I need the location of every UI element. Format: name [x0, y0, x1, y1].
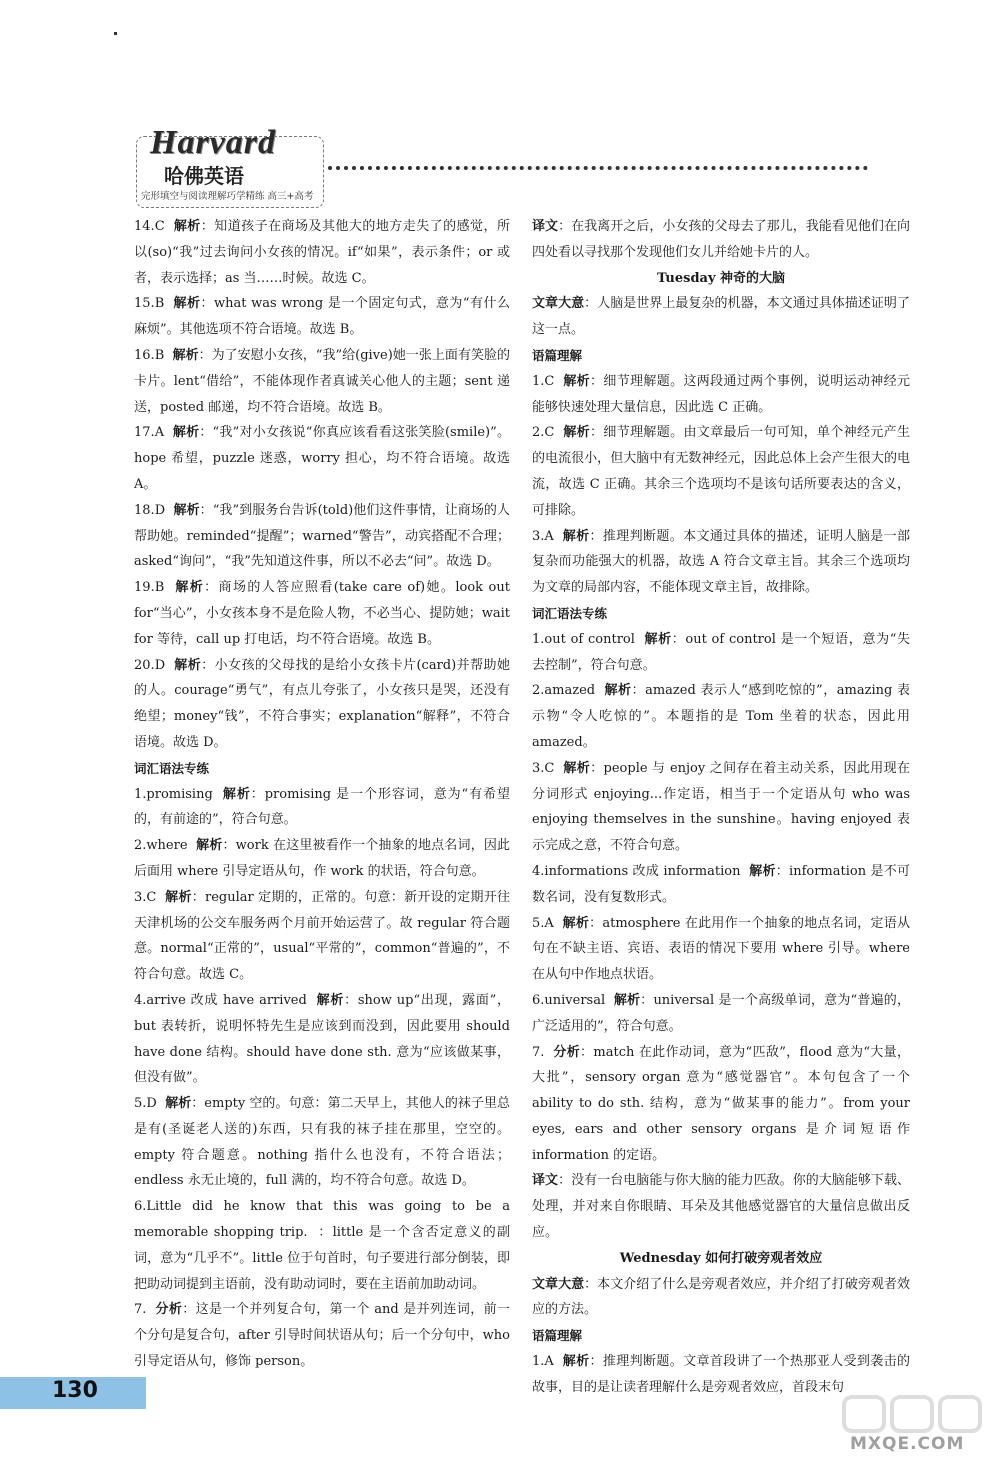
- item-answer: A: [154, 425, 165, 441]
- item-number: 3.: [134, 889, 147, 905]
- left-column: [134, 214, 510, 1375]
- item-answer: C: [544, 425, 555, 441]
- answer-item: [134, 214, 510, 291]
- item-text: ：little 是一个含否定意义的副词，意为“几乎不”。little 位于句首时，句子要进行部分倒装，即把助动词提到主语前，没有助动词时，要在主语前加助动词。: [134, 1225, 510, 1292]
- item-text: ：“我”对小女孩说“你真应该看看这张笑脸(smile)”。hope 希望，puzzle 迷惑，worry 担心，均不符合语境。故选 A。: [134, 425, 510, 492]
- answer-item: [532, 756, 910, 859]
- paragraph: [532, 1272, 910, 1324]
- watermark-text: MXQE.COM: [850, 1434, 965, 1454]
- item-answer: A: [544, 915, 554, 931]
- item-text: ：推理判断题。文章首段讲了一个热那亚人受到袭击的故事，目的是让读者理解什么是旁观者效应，首段末句: [532, 1354, 910, 1395]
- item-label: 分析: [553, 1044, 581, 1060]
- item-text: ：people 与 enjoy 之间存在着主动关系，因此用现在分词形式 enjoying...作定语，相当于一个定语从句 who was enjoying themselves in the sunshine。having enjoyed 表示完成之意，不符合句意。: [532, 760, 910, 854]
- item-number: 7.: [134, 1302, 147, 1318]
- answer-item: [134, 1194, 510, 1297]
- item-label: 解析: [562, 528, 590, 544]
- item-label: 解析: [165, 1096, 192, 1112]
- item-answer: amazed: [544, 683, 596, 699]
- answer-item: [532, 859, 910, 911]
- item-label: 解析: [604, 683, 632, 699]
- item-label: 解析: [173, 219, 201, 234]
- item-number: 5.: [134, 1096, 147, 1112]
- answer-item: [134, 420, 510, 497]
- paragraph: [532, 291, 910, 343]
- item-number: 14.: [134, 219, 155, 234]
- item-text: ：细节理解题。由文章最后一句可知，单个神经元产生的电流很小，但大脑中有无数神经元，因此总体上会产生很大的电流，故选 C 正确。其余三个选项均不是该句话所要表达的含义，可排除。: [532, 425, 910, 518]
- item-label: 解析: [563, 425, 591, 441]
- item-answer: D: [146, 1096, 157, 1112]
- right-column: [532, 214, 910, 1401]
- item-text: ：universal 是一个高级单词，意为“普遍的，广泛适用的”，符合句意。: [532, 992, 910, 1034]
- item-text: ：这是一个并列复合句，第一个 and 是并列连词，前一个分句是复合句，after 引导时间状语从句；后一个分句中，who 引导定语从句，修饰 person。: [134, 1302, 510, 1370]
- item-label: 解析: [165, 889, 192, 905]
- item-number: 1.: [134, 786, 147, 802]
- item-number: 6.: [532, 992, 545, 1008]
- item-number: 4.: [134, 992, 147, 1008]
- item-text: ：empty 空的。句意：第二天早上，其他人的袜子里总是有(圣诞老人送的)东西，只有我的袜子挂在那里，空空的。empty 符合题意。nothing 指什么也没有，不符合语法；endless 永无止境的，full 满的，均不符合句意。故选 D。: [134, 1096, 511, 1189]
- answer-item: [134, 498, 510, 575]
- day-heading: Wednesday 如何打破旁观者效应: [619, 1250, 823, 1266]
- item-number: 3.: [532, 528, 545, 544]
- item-answer: B: [154, 580, 165, 596]
- section-heading: 语篇理解: [532, 1328, 583, 1344]
- paragraph-text: ：没有一台电脑能与你大脑的能力匹敌。你的大脑能够下载、处理，并对来自你眼睛、耳朵及其他感觉器官的大量信息做出反应。: [532, 1173, 910, 1241]
- item-number: 5.: [532, 915, 545, 931]
- answer-item: [134, 782, 510, 834]
- answer-item: [532, 627, 910, 679]
- item-text: ：商场的人答应照看(take care of)她。look out for“当心”，小女孩本身不是危险人物，不必当心、提防她；wait for 等待，call up 打电话，均不符合语境。故选 B。: [134, 580, 510, 647]
- section-heading: 词汇语法专练: [134, 760, 210, 776]
- item-answer: C: [544, 760, 555, 776]
- item-text: ：atmosphere 在此用作一个抽象的地点名词，定语从句在不缺主语、宾语、表语的情况下要用 where 引导。where 在从句中作地点状语。: [532, 915, 911, 983]
- item-answer: universal: [544, 992, 606, 1008]
- item-number: 18.: [134, 502, 155, 518]
- item-text: ：推理判断题。本文通过具体的描述，证明人脑是一部复杂而功能强大的机器，故选 A 符合文章主旨。其余三个选项均为文章的局部内容，不能体现文章主旨，故排除。: [532, 528, 910, 596]
- answer-item: [532, 1040, 910, 1169]
- answer-item: [134, 1091, 510, 1194]
- item-number: 4.: [532, 863, 545, 879]
- item-text: ：out of control 是一个短语，意为“失去控制”，符合句意。: [532, 631, 910, 673]
- item-text: ：细节理解题。这两段通过两个事例，说明运动神经元能够快速处理大量信息，因此选 C 正确。: [532, 373, 910, 415]
- item-label: 解析: [196, 838, 223, 854]
- item-text: ：show up“出现，露面”，but 表转折，说明怀特先生是应该到而没到，因此要用 should have done 结构。should have done sth. 意为“应该做某事，但没有做”。: [134, 992, 510, 1086]
- item-answer: informations 改成 information: [544, 863, 741, 879]
- item-answer: out of control: [544, 631, 635, 647]
- paragraph-label: 文章大意: [532, 296, 585, 312]
- scan-mark: [114, 32, 117, 35]
- item-number: 2.: [532, 683, 545, 699]
- answer-item: [134, 988, 510, 1091]
- item-label: 解析: [172, 425, 200, 441]
- item-label: 解析: [173, 296, 201, 312]
- answer-item: [134, 1297, 510, 1374]
- item-answer: where: [146, 838, 188, 854]
- answer-item: [532, 1349, 910, 1401]
- item-answer: B: [154, 296, 165, 312]
- item-number: 16.: [134, 347, 155, 363]
- item-number: 1.: [532, 1354, 545, 1370]
- item-number: 20.: [134, 657, 155, 673]
- page-number: 130: [52, 1378, 98, 1403]
- logo-subtitle: 完形填空与阅读理解巧学精练 高三+高考: [141, 191, 314, 202]
- section-heading: 语篇理解: [532, 347, 583, 363]
- item-answer: C: [544, 373, 555, 389]
- item-number: 1.: [532, 631, 545, 647]
- item-label: 解析: [749, 863, 776, 879]
- item-number: 2.: [532, 425, 545, 441]
- item-label: 解析: [172, 347, 199, 363]
- answer-item: [532, 988, 910, 1040]
- item-text: ：work 在这里被看作一个抽象的地点名词，因此后面用 where 引导定语从句，作 work 的状语，符合句意。: [134, 838, 510, 879]
- item-number: 7.: [532, 1044, 545, 1060]
- logo-chinese-title: 哈佛英语: [164, 164, 244, 188]
- answer-item: [134, 343, 510, 420]
- item-text: ：“我”到服务台告诉(told)他们这件事情，让商场的人帮助她。reminded“提醒”；warned“警告”，动宾搭配不合理；asked“询问”，“我”先知道这件事，所以不必去“问”。故选 D。: [134, 502, 510, 570]
- item-text: ：promising 是一个形容词，意为“有希望的，有前途的”，符合句意。: [134, 786, 510, 828]
- item-text: ：小女孩的父母找的是给小女孩卡片(card)并帮助她的人。courage“勇气”，有点儿夸张了，小女孩只是哭，还没有绝望；money“钱”，不符合事实；explanation“解释”，不符合语境。故选 D。: [134, 657, 510, 750]
- item-label: 解析: [562, 1354, 590, 1370]
- item-label: 解析: [175, 580, 205, 596]
- paragraph-label: 译文: [532, 219, 559, 234]
- paragraph: [532, 1168, 910, 1245]
- item-label: 解析: [222, 786, 251, 802]
- item-number: 3.: [532, 760, 545, 776]
- answer-item: [532, 369, 910, 421]
- item-text: ：amazed 表示人“感到吃惊的”，amazing 表示物“令人吃惊的”。本题指的是 Tom 坐着的状态，因此用 amazed。: [532, 683, 910, 750]
- answer-item: [532, 524, 910, 601]
- logo-title: Harvard: [150, 124, 276, 161]
- item-label: 解析: [562, 915, 590, 931]
- item-number: 19.: [134, 580, 155, 596]
- section-heading: 词汇语法专练: [532, 605, 608, 621]
- item-answer: B: [154, 347, 165, 363]
- item-label: 解析: [316, 992, 345, 1008]
- item-number: 15.: [134, 296, 155, 312]
- item-label: 解析: [644, 631, 672, 647]
- item-answer: Little did he know that this was going to be a memorable shopping trip.: [134, 1199, 510, 1241]
- answer-item: [134, 885, 510, 988]
- item-label: 解析: [174, 657, 202, 673]
- item-answer: arrive 改成 have arrived: [146, 992, 307, 1008]
- day-heading: Tuesday 神奇的大脑: [656, 270, 786, 286]
- item-label: 解析: [173, 502, 200, 518]
- item-label: 分析: [155, 1302, 183, 1318]
- paragraph-text: ：人脑是世界上最复杂的机器，本文通过具体描述证明了这一点。: [532, 296, 910, 338]
- item-answer: C: [146, 889, 157, 905]
- answer-item: [134, 575, 510, 652]
- header-dotted-rule: [328, 166, 868, 170]
- item-number: 17.: [134, 425, 155, 441]
- paragraph-label: 文章大意: [532, 1276, 585, 1292]
- answer-item: [532, 911, 910, 988]
- item-answer: D: [154, 657, 166, 673]
- item-answer: A: [544, 528, 554, 544]
- item-text: ：知道孩子在商场及其他大的地方走失了的感觉，所以(so)“我”过去询问小女孩的情况。if“如果”，表示条件；or 或者，表示选择；as 当……时候。故选 C。: [134, 219, 510, 286]
- item-text: ：match 在此作动词，意为“匹敌”，flood 意为“大量，大批”，sensory organ 意为“感觉器官”。本句包含了一个 ability to do sth. 结构，意为“做某事的能力”。from your eyes, ears and other sensory organs 是介词短语作 information 的定语。: [532, 1044, 910, 1163]
- item-text: ：information 是不可数名词，没有复数形式。: [532, 863, 910, 905]
- item-answer: D: [154, 502, 166, 518]
- item-number: 2.: [134, 838, 147, 854]
- answer-item: [134, 833, 510, 885]
- paragraph-text: ：本文介绍了什么是旁观者效应，并介绍了打破旁观者效应的方法。: [532, 1276, 910, 1318]
- item-answer: C: [154, 219, 165, 234]
- paragraph-text: ：在我离开之后，小女孩的父母去了那儿，我能看见他们在向四处看以寻找那个发现他们女儿并给她卡片的人。: [532, 219, 910, 260]
- answer-item: [532, 678, 910, 755]
- paragraph-label: 译文: [532, 1173, 559, 1189]
- item-answer: A: [544, 1354, 554, 1370]
- item-text: ：为了安慰小女孩，“我”给(give)她一张上面有笑脸的卡片。lent“借给”，不能体现作者真诚关心他人的主题；sent 递送，posted 邮递，均不符合语境。故选 B。: [134, 347, 510, 415]
- item-number: 1.: [532, 373, 545, 389]
- item-text: ：what was wrong 是一个固定句式，意为“有什么麻烦”。其他选项不符合语境。故选 B。: [134, 296, 511, 338]
- item-answer: promising: [146, 786, 213, 802]
- item-label: 解析: [563, 760, 591, 776]
- paragraph: [532, 214, 910, 266]
- item-number: 6.: [134, 1199, 147, 1215]
- answer-item: [532, 420, 910, 523]
- item-label: 解析: [563, 373, 591, 389]
- answer-item: [134, 291, 510, 343]
- answer-item: [134, 653, 510, 756]
- item-text: ：regular 定期的，正常的。句意：新开设的定期开往天津机场的公交车服务两个月前开始运营了。故 regular 符合题意。normal“正常的”，usual“平常的”，common“普遍的”，不符合句意。故选 C。: [134, 889, 510, 983]
- item-label: 解析: [613, 992, 641, 1008]
